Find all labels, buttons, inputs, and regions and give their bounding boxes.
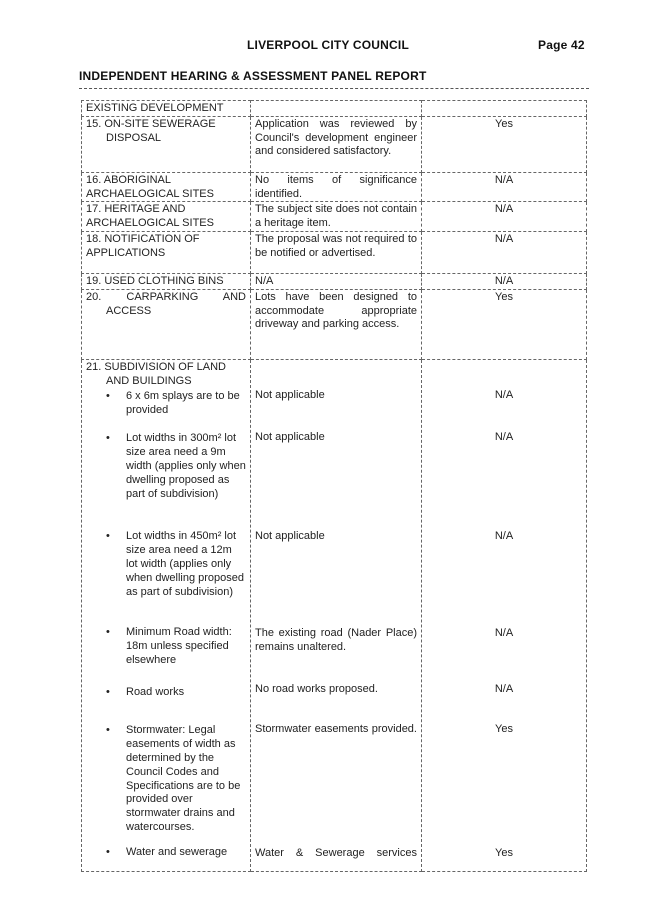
table-row: [82, 231, 587, 273]
row-label: 19. USED CLOTHING BINS: [82, 273, 251, 289]
subdivision-compliance: N/A: [494, 529, 514, 542]
subdivision-comment: Water & Sewerage services: [255, 846, 417, 859]
page-number: Page 42: [538, 38, 585, 52]
row-label-cont: ACCESS: [106, 304, 152, 317]
subdivision-row: [82, 359, 587, 871]
council-name: LIVERPOOL CITY COUNCIL: [247, 38, 409, 52]
table-row: [82, 202, 587, 232]
section-header: EXISTING DEVELOPMENT: [82, 101, 251, 117]
subdivision-compliance: Yes: [495, 846, 513, 859]
table-row: [82, 172, 587, 202]
subdivision-comment: No road works proposed.: [255, 682, 378, 695]
subdivision-item: • Minimum Road width: 18m unless specified elsewhere: [86, 626, 246, 680]
row-label-cont: DISPOSAL: [106, 131, 162, 144]
subdivision-title-cont: AND BUILDINGS: [106, 374, 192, 387]
subdivision-comment: The existing road (Nader Place) remains unaltered.: [255, 626, 417, 653]
row-compliance: N/A: [422, 202, 587, 232]
row-comment: Lots have been designed to accommodate appropriate driveway and parking access.: [251, 289, 422, 359]
table-row: [82, 116, 587, 172]
subdivision-item: • Road works: [86, 686, 246, 722]
row-compliance: Yes: [422, 289, 587, 359]
row-comment: No items of significance identified.: [251, 172, 422, 202]
subdivision-comment: Not applicable: [255, 430, 325, 443]
row-label: 18. NOTIFICATION OF: [86, 232, 200, 245]
subdivision-comment: Stormwater easements provided.: [255, 722, 417, 735]
row-label: 20. CARPARKING AND: [86, 290, 246, 303]
subdivision-item: • Lot widths in 450m² lot size area need a 12m lot width (applies only when dwelling proposed as part of subdivision): [86, 530, 246, 624]
page-header: [0, 38, 652, 56]
subdivision-compliance: N/A: [494, 430, 514, 443]
subdivision-item: • Lot widths in 300m² lot size area need a 9m width (applies only when dwelling proposed as part of subdivision): [86, 432, 246, 528]
assessment-table: [81, 100, 587, 872]
subdivision-compliance: N/A: [494, 682, 514, 695]
subdivision-item: • 6 x 6m splays are to be provided: [86, 390, 246, 430]
subdivision-title: 21. SUBDIVISION OF LAND: [86, 360, 226, 373]
row-compliance: N/A: [422, 273, 587, 289]
row-label: 15. ON-SITE SEWERAGE: [86, 117, 216, 130]
report-title: INDEPENDENT HEARING & ASSESSMENT PANEL REPORT: [79, 69, 589, 89]
subdivision-item: • Stormwater: Legal easements of width as determined by the Council Codes and Specifications are to be provided over stormwater drains and watercourses.: [86, 724, 246, 846]
table-row: [82, 273, 587, 289]
subdivision-compliance: Yes: [495, 722, 513, 735]
subdivision-comment: Not applicable: [255, 529, 325, 542]
row-label: 16. ABORIGINAL: [86, 173, 171, 186]
subdivision-item: • Water and sewerage: [86, 846, 246, 860]
row-label: 17. HERITAGE AND: [86, 203, 186, 216]
table-row: [82, 289, 587, 359]
row-comment: The subject site does not contain a heritage item.: [251, 202, 422, 232]
row-comment: The proposal was not required to be notified or advertised.: [251, 231, 422, 273]
subdivision-comment: Not applicable: [255, 388, 325, 401]
subdivision-compliance: N/A: [494, 388, 514, 401]
table-row: [82, 101, 587, 117]
subdivision-compliance: N/A: [494, 626, 514, 639]
row-label-cont: ARCHAELOGICAL SITES: [86, 187, 214, 200]
row-comment: Application was reviewed by Council's development engineer and considered satisfactory.: [251, 116, 422, 172]
row-label-cont: APPLICATIONS: [86, 246, 166, 259]
row-comment: N/A: [251, 273, 422, 289]
row-compliance: Yes: [422, 116, 587, 172]
row-compliance: N/A: [422, 231, 587, 273]
row-compliance: N/A: [422, 172, 587, 202]
row-label-cont: ARCHAELOGICAL SITES: [86, 217, 214, 230]
